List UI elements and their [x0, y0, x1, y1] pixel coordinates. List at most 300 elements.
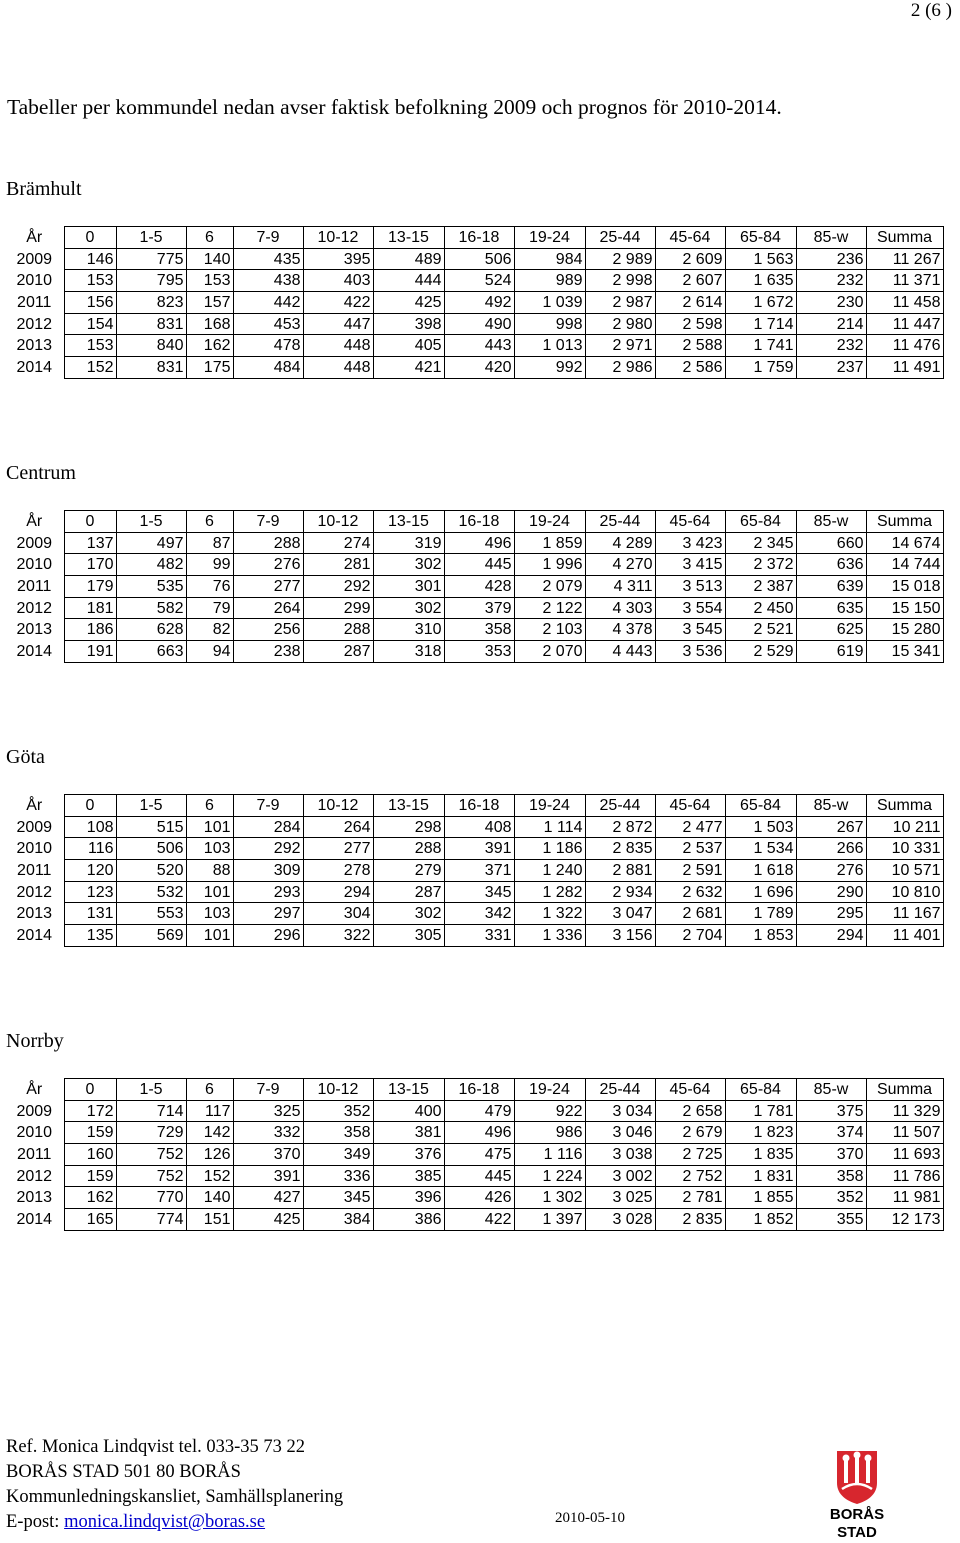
table-cell: 2 835	[655, 1209, 725, 1231]
table-cell: 11 491	[866, 357, 943, 379]
table-row	[5, 597, 943, 619]
column-header: 45-64	[655, 795, 725, 817]
column-header: 6	[186, 1079, 233, 1101]
table-cell: 2 609	[655, 248, 725, 270]
table-cell: 108	[64, 816, 116, 838]
column-header: 0	[64, 1079, 116, 1101]
table-row	[5, 1100, 943, 1122]
table-cell: 345	[303, 1187, 373, 1209]
table-cell: 3 545	[655, 619, 725, 641]
table-cell: 120	[64, 860, 116, 882]
table-cell: 140	[186, 248, 233, 270]
table-cell: 301	[373, 576, 444, 598]
footer-dept: Kommunledningskansliet, Samhällsplanering	[6, 1487, 344, 1507]
table-cell: 304	[303, 903, 373, 925]
table-cell: 154	[64, 313, 116, 335]
column-header: 45-64	[655, 227, 725, 249]
table-row	[5, 1122, 943, 1144]
table-header-row	[5, 1079, 943, 1101]
table-cell: 370	[233, 1144, 303, 1166]
table-cell: 1 672	[725, 292, 796, 314]
table-cell: 156	[64, 292, 116, 314]
table-cell: 729	[116, 1122, 186, 1144]
table-cell: 305	[373, 925, 444, 947]
table-cell: 497	[116, 532, 186, 554]
column-header: 65-84	[725, 511, 796, 533]
table-cell: 238	[233, 641, 303, 663]
table-cell: 582	[116, 597, 186, 619]
table-cell: 140	[186, 1187, 233, 1209]
table-cell: 358	[796, 1165, 866, 1187]
table-cell: 1 781	[725, 1100, 796, 1122]
table-cell: 489	[373, 248, 444, 270]
table-cell: 408	[444, 816, 514, 838]
table-cell: 153	[186, 270, 233, 292]
table-cell: 381	[373, 1122, 444, 1144]
column-header: 16-18	[444, 795, 514, 817]
column-header: 19-24	[514, 227, 585, 249]
table-cell: 1 789	[725, 903, 796, 925]
table-cell: 2 725	[655, 1144, 725, 1166]
table-cell: 2 450	[725, 597, 796, 619]
table-cell: 292	[233, 838, 303, 860]
table-cell: 103	[186, 838, 233, 860]
row-year: 2010	[16, 1124, 53, 1142]
table-cell: 11 786	[866, 1165, 943, 1187]
table-cell: 1 635	[725, 270, 796, 292]
column-header: 7-9	[233, 1079, 303, 1101]
population-table	[5, 794, 944, 947]
table-cell: 322	[303, 925, 373, 947]
table-row	[5, 925, 943, 947]
table-cell: 352	[303, 1100, 373, 1122]
table-cell: 4 303	[585, 597, 655, 619]
table-cell: 370	[796, 1144, 866, 1166]
table-row	[5, 1187, 943, 1209]
table-cell: 2 681	[655, 903, 725, 925]
table-cell: 152	[64, 357, 116, 379]
table-cell: 266	[796, 838, 866, 860]
column-header: År	[26, 796, 43, 814]
row-year: 2012	[16, 1167, 53, 1185]
table-cell: 1 741	[725, 335, 796, 357]
column-header: 16-18	[444, 511, 514, 533]
table-cell: 349	[303, 1144, 373, 1166]
table-cell: 3 415	[655, 554, 725, 576]
row-year: 2010	[16, 556, 53, 574]
table-cell: 395	[303, 248, 373, 270]
column-header: Summa	[866, 1079, 943, 1101]
table-cell: 214	[796, 313, 866, 335]
intro-text: Tabeller per kommundel nedan avser faktisk befolkning 2009 och prognos för 2010-2014.	[7, 95, 782, 119]
table-cell: 770	[116, 1187, 186, 1209]
table-cell: 10 331	[866, 838, 943, 860]
table-cell: 639	[796, 576, 866, 598]
table-cell: 191	[64, 641, 116, 663]
table-cell: 421	[373, 357, 444, 379]
table-row	[5, 860, 943, 882]
table-cell: 2 477	[655, 816, 725, 838]
row-year: 2011	[17, 1145, 52, 1163]
table-cell: 157	[186, 292, 233, 314]
column-header: 10-12	[303, 511, 373, 533]
row-year: 2011	[17, 861, 52, 879]
table-cell: 448	[303, 335, 373, 357]
column-header: 0	[64, 227, 116, 249]
table-cell: 237	[796, 357, 866, 379]
table-cell: 4 378	[585, 619, 655, 641]
table-row	[5, 532, 943, 554]
column-header: 6	[186, 511, 233, 533]
table-cell: 2 591	[655, 860, 725, 882]
table-cell: 524	[444, 270, 514, 292]
column-header: År	[26, 1080, 43, 1098]
table-cell: 1 282	[514, 881, 585, 903]
table-cell: 375	[796, 1100, 866, 1122]
table-cell: 146	[64, 248, 116, 270]
table-cell: 4 289	[585, 532, 655, 554]
table-row	[5, 903, 943, 925]
column-header: 85-w	[796, 227, 866, 249]
table-cell: 403	[303, 270, 373, 292]
table-cell: 2 934	[585, 881, 655, 903]
table-cell: 569	[116, 925, 186, 947]
table-cell: 445	[444, 1165, 514, 1187]
table-cell: 2 345	[725, 532, 796, 554]
table-cell: 635	[796, 597, 866, 619]
row-year: 2012	[16, 883, 53, 901]
table-cell: 15 018	[866, 576, 943, 598]
table-header-row	[5, 227, 943, 249]
table-cell: 2 704	[655, 925, 725, 947]
table-cell: 831	[116, 313, 186, 335]
table-cell: 2 598	[655, 313, 725, 335]
table-cell: 274	[303, 532, 373, 554]
table-cell: 152	[186, 1165, 233, 1187]
table-cell: 1 852	[725, 1209, 796, 1231]
table-cell: 1 996	[514, 554, 585, 576]
table-cell: 309	[233, 860, 303, 882]
table-cell: 11 447	[866, 313, 943, 335]
table-cell: 295	[796, 903, 866, 925]
table-cell: 2 614	[655, 292, 725, 314]
table-cell: 11 458	[866, 292, 943, 314]
table-cell: 400	[373, 1100, 444, 1122]
table-cell: 420	[444, 357, 514, 379]
table-cell: 181	[64, 597, 116, 619]
table-cell: 385	[373, 1165, 444, 1187]
table-row	[5, 881, 943, 903]
footer-date: 2010-05-10	[555, 1510, 625, 1526]
table-cell: 2 679	[655, 1122, 725, 1144]
table-cell: 628	[116, 619, 186, 641]
table-cell: 2 998	[585, 270, 655, 292]
table-cell: 123	[64, 881, 116, 903]
table-cell: 126	[186, 1144, 233, 1166]
table-cell: 264	[303, 816, 373, 838]
table-cell: 267	[796, 816, 866, 838]
table-cell: 277	[303, 838, 373, 860]
row-year: 2010	[16, 840, 53, 858]
table-cell: 2 122	[514, 597, 585, 619]
table-cell: 332	[233, 1122, 303, 1144]
table-cell: 535	[116, 576, 186, 598]
table-cell: 391	[233, 1165, 303, 1187]
table-cell: 165	[64, 1209, 116, 1231]
column-header: 10-12	[303, 1079, 373, 1101]
table-cell: 2 079	[514, 576, 585, 598]
table-cell: 310	[373, 619, 444, 641]
table-cell: 3 156	[585, 925, 655, 947]
table-cell: 298	[373, 816, 444, 838]
table-cell: 448	[303, 357, 373, 379]
column-header: 1-5	[116, 227, 186, 249]
table-cell: 532	[116, 881, 186, 903]
table-cell: 2 521	[725, 619, 796, 641]
table-cell: 10 810	[866, 881, 943, 903]
row-year: 2014	[16, 1210, 53, 1228]
table-cell: 236	[796, 248, 866, 270]
table-cell: 14 674	[866, 532, 943, 554]
table-cell: 287	[303, 641, 373, 663]
table-cell: 292	[303, 576, 373, 598]
section-title: Centrum	[6, 462, 76, 484]
row-year: 2014	[16, 642, 53, 660]
column-header: 85-w	[796, 511, 866, 533]
table-cell: 15 280	[866, 619, 943, 641]
table-cell: 1 714	[725, 313, 796, 335]
column-header: 7-9	[233, 511, 303, 533]
table-cell: 986	[514, 1122, 585, 1144]
table-cell: 396	[373, 1187, 444, 1209]
table-cell: 331	[444, 925, 514, 947]
column-header: 19-24	[514, 795, 585, 817]
table-cell: 1 039	[514, 292, 585, 314]
table-cell: 445	[444, 554, 514, 576]
table-cell: 299	[303, 597, 373, 619]
table-cell: 131	[64, 903, 116, 925]
table-cell: 1 759	[725, 357, 796, 379]
table-cell: 302	[373, 597, 444, 619]
table-cell: 922	[514, 1100, 585, 1122]
table-cell: 153	[64, 270, 116, 292]
table-cell: 774	[116, 1209, 186, 1231]
table-cell: 2 971	[585, 335, 655, 357]
column-header: 13-15	[373, 227, 444, 249]
column-header: 13-15	[373, 795, 444, 817]
column-header: 65-84	[725, 227, 796, 249]
table-cell: 160	[64, 1144, 116, 1166]
table-cell: 170	[64, 554, 116, 576]
table-cell: 135	[64, 925, 116, 947]
table-cell: 660	[796, 532, 866, 554]
column-header: 10-12	[303, 227, 373, 249]
table-row	[5, 335, 943, 357]
table-row	[5, 1165, 943, 1187]
table-cell: 3 034	[585, 1100, 655, 1122]
row-year: 2009	[16, 534, 53, 552]
row-year: 2010	[16, 272, 53, 290]
table-cell: 302	[373, 903, 444, 925]
column-header: 45-64	[655, 511, 725, 533]
table-cell: 376	[373, 1144, 444, 1166]
table-cell: 296	[233, 925, 303, 947]
table-cell: 492	[444, 292, 514, 314]
table-cell: 490	[444, 313, 514, 335]
table-cell: 302	[373, 554, 444, 576]
row-year: 2013	[16, 337, 53, 355]
table-cell: 1 831	[725, 1165, 796, 1187]
table-cell: 515	[116, 816, 186, 838]
table-cell: 447	[303, 313, 373, 335]
table-row	[5, 1144, 943, 1166]
table-cell: 10 571	[866, 860, 943, 882]
table-cell: 2 070	[514, 641, 585, 663]
table-cell: 520	[116, 860, 186, 882]
table-cell: 288	[303, 619, 373, 641]
row-year: 2013	[16, 905, 53, 923]
table-row	[5, 576, 943, 598]
table-cell: 1 855	[725, 1187, 796, 1209]
table-cell: 1 240	[514, 860, 585, 882]
table-cell: 1 322	[514, 903, 585, 925]
table-cell: 1 823	[725, 1122, 796, 1144]
column-header: År	[26, 228, 43, 246]
row-year: 2011	[17, 293, 52, 311]
table-cell: 998	[514, 313, 585, 335]
table-cell: 79	[186, 597, 233, 619]
column-header: 25-44	[585, 227, 655, 249]
section-title: Brämhult	[6, 178, 82, 200]
table-cell: 453	[233, 313, 303, 335]
column-header: 25-44	[585, 795, 655, 817]
page-number: 2 (6 )	[910, 0, 952, 21]
table-cell: 4 311	[585, 576, 655, 598]
table-cell: 3 423	[655, 532, 725, 554]
table-cell: 496	[444, 1122, 514, 1144]
table-cell: 101	[186, 925, 233, 947]
boras-stad-logo	[822, 1449, 892, 1543]
table-cell: 427	[233, 1187, 303, 1209]
table-cell: 1 114	[514, 816, 585, 838]
table-cell: 11 329	[866, 1100, 943, 1122]
table-cell: 4 270	[585, 554, 655, 576]
table-cell: 2 986	[585, 357, 655, 379]
table-cell: 386	[373, 1209, 444, 1231]
table-cell: 264	[233, 597, 303, 619]
table-cell: 3 046	[585, 1122, 655, 1144]
table-cell: 11 507	[866, 1122, 943, 1144]
table-cell: 831	[116, 357, 186, 379]
table-cell: 405	[373, 335, 444, 357]
table-cell: 1 853	[725, 925, 796, 947]
table-row	[5, 641, 943, 663]
table-cell: 636	[796, 554, 866, 576]
table-cell: 319	[373, 532, 444, 554]
table-cell: 1 397	[514, 1209, 585, 1231]
table-cell: 992	[514, 357, 585, 379]
table-cell: 297	[233, 903, 303, 925]
table-cell: 484	[233, 357, 303, 379]
table-cell: 1 534	[725, 838, 796, 860]
table-cell: 1 618	[725, 860, 796, 882]
table-cell: 4 443	[585, 641, 655, 663]
column-header: 85-w	[796, 1079, 866, 1101]
table-cell: 425	[373, 292, 444, 314]
row-year: 2011	[17, 577, 52, 595]
row-year: 2009	[16, 250, 53, 268]
table-cell: 142	[186, 1122, 233, 1144]
table-cell: 3 536	[655, 641, 725, 663]
email-link[interactable]: monica.lindqvist@boras.se	[64, 1512, 266, 1532]
table-cell: 379	[444, 597, 514, 619]
table-cell: 276	[796, 860, 866, 882]
footer	[6, 1435, 343, 1535]
table-cell: 232	[796, 270, 866, 292]
table-cell: 186	[64, 619, 116, 641]
table-cell: 281	[303, 554, 373, 576]
boras-coat-of-arms-icon	[835, 1449, 879, 1505]
table-cell: 159	[64, 1122, 116, 1144]
table-cell: 2 752	[655, 1165, 725, 1187]
table-cell: 168	[186, 313, 233, 335]
table-cell: 278	[303, 860, 373, 882]
table-cell: 355	[796, 1209, 866, 1231]
table-cell: 2 537	[655, 838, 725, 860]
table-cell: 2 103	[514, 619, 585, 641]
footer-address: BORÅS STAD 501 80 BORÅS	[6, 1462, 241, 1482]
table-cell: 2 632	[655, 881, 725, 903]
footer-email-label: E-post:	[6, 1512, 60, 1532]
table-cell: 172	[64, 1100, 116, 1122]
table-cell: 823	[116, 292, 186, 314]
column-header: 45-64	[655, 1079, 725, 1101]
row-year: 2014	[16, 358, 53, 376]
population-table	[5, 226, 944, 379]
column-header: 25-44	[585, 1079, 655, 1101]
table-cell: 342	[444, 903, 514, 925]
table-cell: 506	[116, 838, 186, 860]
column-header: 10-12	[303, 795, 373, 817]
table-cell: 2 980	[585, 313, 655, 335]
table-cell: 159	[64, 1165, 116, 1187]
table-cell: 2 607	[655, 270, 725, 292]
table-cell: 3 038	[585, 1144, 655, 1166]
table-cell: 318	[373, 641, 444, 663]
table-cell: 775	[116, 248, 186, 270]
table-cell: 11 476	[866, 335, 943, 357]
column-header: År	[26, 512, 43, 530]
table-cell: 284	[233, 816, 303, 838]
column-header: 65-84	[725, 795, 796, 817]
table-cell: 989	[514, 270, 585, 292]
table-cell: 3 028	[585, 1209, 655, 1231]
table-cell: 101	[186, 816, 233, 838]
table-cell: 496	[444, 532, 514, 554]
table-cell: 984	[514, 248, 585, 270]
table-cell: 358	[303, 1122, 373, 1144]
table-cell: 1 186	[514, 838, 585, 860]
table-cell: 442	[233, 292, 303, 314]
column-header: 65-84	[725, 1079, 796, 1101]
table-cell: 153	[64, 335, 116, 357]
table-cell: 2 387	[725, 576, 796, 598]
table-row	[5, 270, 943, 292]
table-cell: 288	[373, 838, 444, 860]
table-cell: 12 173	[866, 1209, 943, 1231]
table-cell: 288	[233, 532, 303, 554]
table-cell: 2 586	[655, 357, 725, 379]
